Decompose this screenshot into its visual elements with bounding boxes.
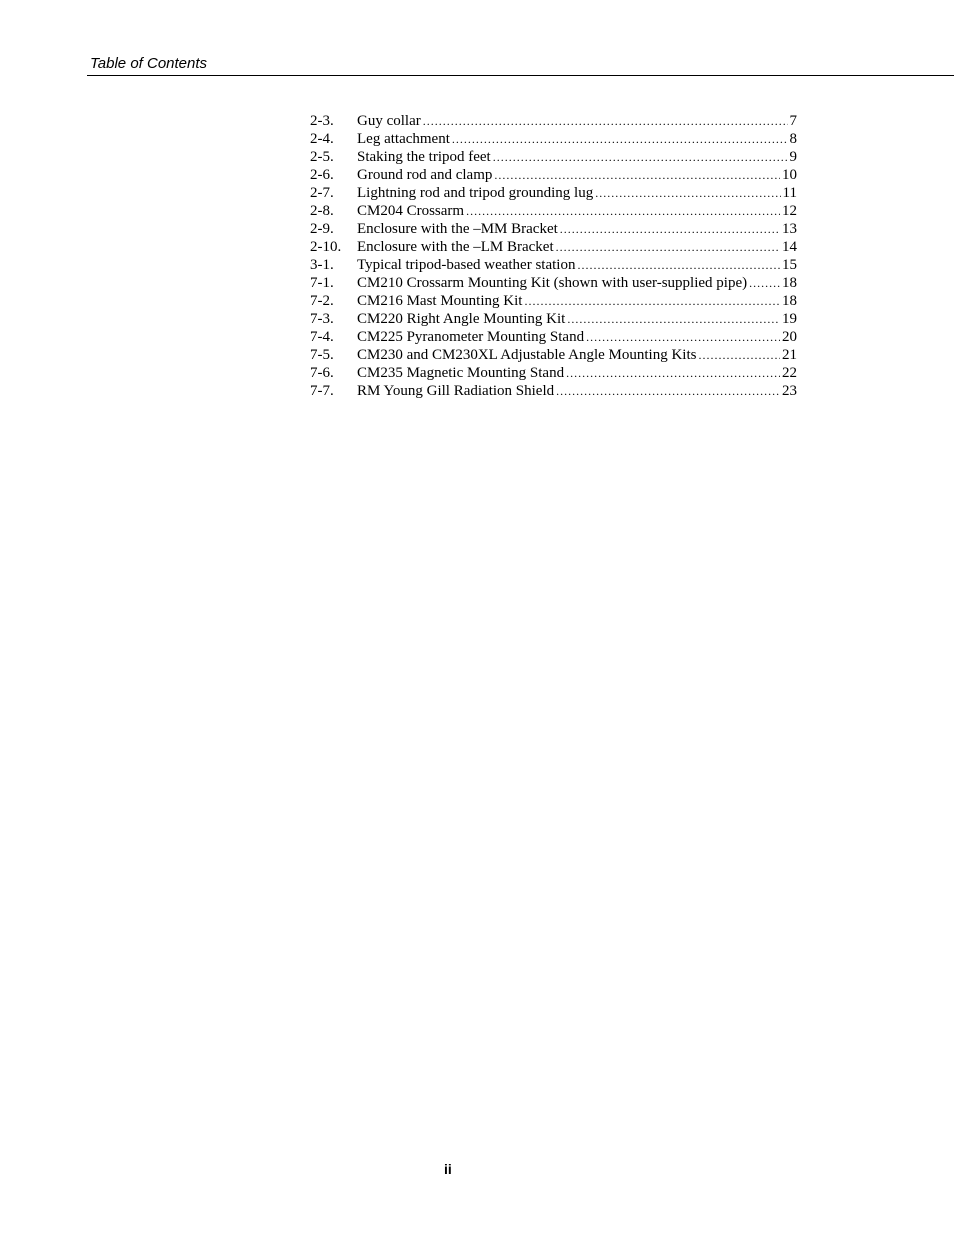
toc-entry[interactable]: [310, 274, 797, 292]
toc-entry-title: Staking the tripod feet: [357, 149, 491, 165]
toc-entry-number: 2-6.: [310, 167, 334, 183]
toc-entry-page: 23: [782, 383, 797, 399]
toc-entry-number: 2-5.: [310, 149, 334, 165]
toc-entry-title: Enclosure with the –MM Bracket: [357, 221, 558, 237]
toc-entry-page: 13: [782, 221, 797, 237]
toc-entry-title: Leg attachment: [357, 131, 450, 147]
toc-entry[interactable]: [310, 202, 797, 220]
toc-entry[interactable]: [310, 130, 797, 148]
toc-entry-page: 9: [789, 149, 797, 165]
toc-entry[interactable]: [310, 256, 797, 274]
toc-entry[interactable]: [310, 328, 797, 346]
toc-dot-leader: [494, 166, 780, 184]
toc-entry-page: 21: [782, 347, 797, 363]
toc-entry-page: 11: [782, 185, 797, 201]
toc-dot-leader: [749, 274, 780, 292]
toc-entry-page: 14: [782, 239, 797, 255]
toc-entry-number: 2-9.: [310, 221, 334, 237]
toc-entry-page: 18: [782, 275, 797, 291]
toc-entry[interactable]: [310, 148, 797, 166]
toc-entry-title: CM210 Crossarm Mounting Kit (shown with user-supplied pipe): [357, 275, 748, 291]
toc-entry-title: CM216 Mast Mounting Kit: [357, 293, 523, 309]
toc-dot-leader: [423, 112, 788, 130]
table-of-figures: [310, 112, 797, 400]
toc-entry-number: 2-10.: [310, 239, 342, 255]
toc-entry[interactable]: [310, 220, 797, 238]
toc-entry-number: 7-6.: [310, 365, 334, 381]
toc-entry-number: 3-1.: [310, 257, 334, 273]
toc-entry[interactable]: [310, 346, 797, 364]
toc-dot-leader: [567, 310, 780, 328]
toc-entry-title: Enclosure with the –LM Bracket: [357, 239, 554, 255]
toc-entry-number: 7-2.: [310, 293, 334, 309]
toc-entry-page: 7: [789, 113, 797, 129]
toc-entry[interactable]: [310, 184, 797, 202]
toc-entry-number: 7-4.: [310, 329, 334, 345]
toc-entry-number: 7-7.: [310, 383, 334, 399]
toc-entry-page: 19: [782, 311, 797, 327]
toc-entry[interactable]: [310, 382, 797, 400]
toc-entry-page: 15: [782, 257, 797, 273]
toc-entry-title: CM225 Pyranometer Mounting Stand: [357, 329, 585, 345]
toc-entry-number: 7-5.: [310, 347, 334, 363]
toc-entry-number: 7-1.: [310, 275, 334, 291]
toc-entry-number: 7-3.: [310, 311, 334, 327]
toc-dot-leader: [595, 184, 780, 202]
toc-entry[interactable]: [310, 166, 797, 184]
toc-dot-leader: [566, 364, 780, 382]
toc-dot-leader: [466, 202, 780, 220]
toc-entry[interactable]: [310, 238, 797, 256]
toc-entry[interactable]: [310, 364, 797, 382]
toc-entry-title: Guy collar: [357, 113, 421, 129]
page-number: ii: [444, 1161, 452, 1177]
header-rule: [87, 75, 954, 76]
toc-dot-leader: [560, 220, 780, 238]
toc-dot-leader: [556, 238, 780, 256]
toc-entry-title: Typical tripod-based weather station: [357, 257, 576, 273]
toc-entry-number: 2-7.: [310, 185, 334, 201]
toc-entry-title: Lightning rod and tripod grounding lug: [357, 185, 594, 201]
toc-entry-page: 18: [782, 293, 797, 309]
toc-entry-number: 2-8.: [310, 203, 334, 219]
toc-entry-page: 20: [782, 329, 797, 345]
running-header: Table of Contents: [90, 55, 208, 72]
toc-entry[interactable]: [310, 292, 797, 310]
toc-dot-leader: [493, 148, 788, 166]
toc-entry-number: 2-3.: [310, 113, 334, 129]
toc-entry-page: 8: [789, 131, 797, 147]
toc-entry-title: RM Young Gill Radiation Shield: [357, 383, 555, 399]
toc-entry-title: Ground rod and clamp: [357, 167, 493, 183]
toc-entry-title: CM204 Crossarm: [357, 203, 465, 219]
toc-dot-leader: [577, 256, 780, 274]
toc-entry-title: CM235 Magnetic Mounting Stand: [357, 365, 565, 381]
toc-dot-leader: [452, 130, 788, 148]
toc-entry-title: CM230 and CM230XL Adjustable Angle Mounting Kits: [357, 347, 697, 363]
toc-dot-leader: [586, 328, 780, 346]
toc-dot-leader: [524, 292, 780, 310]
toc-entry-title: CM220 Right Angle Mounting Kit: [357, 311, 566, 327]
toc-entry-page: 10: [782, 167, 797, 183]
toc-entry-number: 2-4.: [310, 131, 334, 147]
toc-dot-leader: [556, 382, 780, 400]
toc-entry[interactable]: [310, 310, 797, 328]
toc-entry[interactable]: [310, 112, 797, 130]
toc-dot-leader: [698, 346, 780, 364]
toc-entry-page: 12: [782, 203, 797, 219]
toc-entry-page: 22: [782, 365, 797, 381]
